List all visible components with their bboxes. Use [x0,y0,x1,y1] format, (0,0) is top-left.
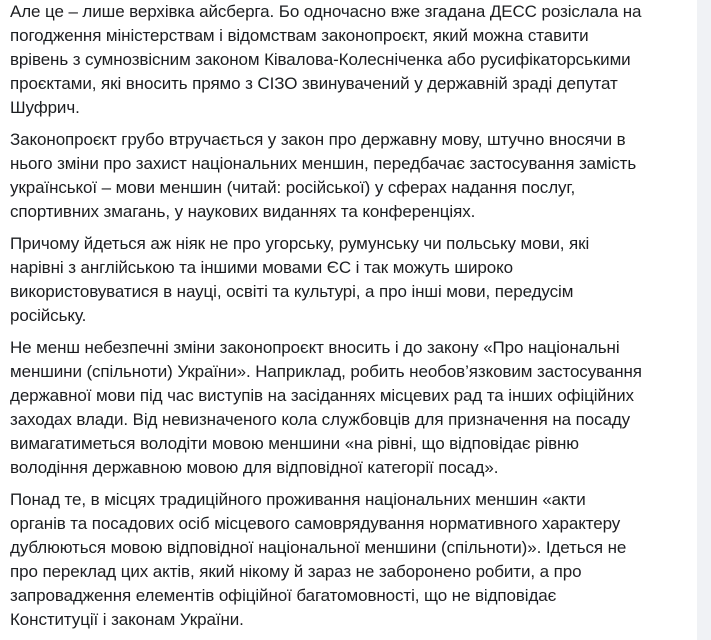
text-line: використовуватися в науці, освіті та культурі, а про інші мови, передусім [10,282,574,301]
text-line: спортивних змагань, у наукових виданнях та конференціях. [10,202,476,221]
text-line: запровадження елементів офіційної багатомовності, що не відповідає [10,586,557,605]
text-line: володіння державною мовою для відповідної категорії посад». [10,458,499,477]
scrollbar-track[interactable] [697,0,711,640]
text-line: державної мови під час виступів на засіданнях місцевих рад та інших офіційних [10,386,634,405]
text-line: про переклад цих актів, який нікому й зараз не заборонено робити, а про [10,562,582,581]
paragraph [10,336,696,480]
paragraph [10,128,696,224]
text-line: заходах влади. Від невизначеного кола службовців для призначення на посаду [10,410,631,429]
text-line: української – мови меншин (читай: російської) у сферах надання послуг, [10,178,576,197]
text-line: російську. [10,306,87,325]
paragraph [10,232,696,328]
text-line: дублюються мовою відповідної національної меншини (спільноти)». Ідеться не [10,538,627,557]
text-line: Конституції і законам України. [10,610,244,629]
text-line: погодження міністерствам і відомствам законопроєкт, який можна ставити [10,26,589,45]
text-line: проєктами, які вносить прямо з СІЗО звинувачений у державній зраді депутат [10,74,618,93]
paragraph [10,0,696,120]
text-line: Законопроєкт грубо втручається у закон про державну мову, штучно вносячи в [10,130,626,149]
text-line: Не менш небезпечні зміни законопроєкт вносить і до закону «Про національні [10,338,620,357]
text-line: нарівні з англійською та іншими мовами ЄС і так можуть широко [10,258,513,277]
text-line: органів та посадових осіб місцевого самоврядування нормативного характеру [10,514,621,533]
text-line: Понад те, в місцях традиційного проживання національних меншин «акти [10,490,586,509]
text-line: нього зміни про захист національних меншин, передбачає застосування замість [10,154,637,173]
text-line: Шуфрич. [10,98,80,117]
text-line: Причому йдеться аж ніяк не про угорську, румунську чи польську мови, які [10,234,590,253]
text-line: Але це – лише верхівка айсберга. Бо одночасно вже згадана ДЕСС розіслала на [10,2,642,21]
text-line: врівень з сумнозвісним законом Ківалова-Колесніченка або русифікаторськими [10,50,631,69]
post-text [10,0,696,640]
paragraph [10,488,696,632]
text-line: меншини (спільноти) України». Наприклад, робить необов’язковим застосування [10,362,642,381]
text-line: вимагатиметься володіти мовою меншини «на рівні, що відповідає рівню [10,434,579,453]
